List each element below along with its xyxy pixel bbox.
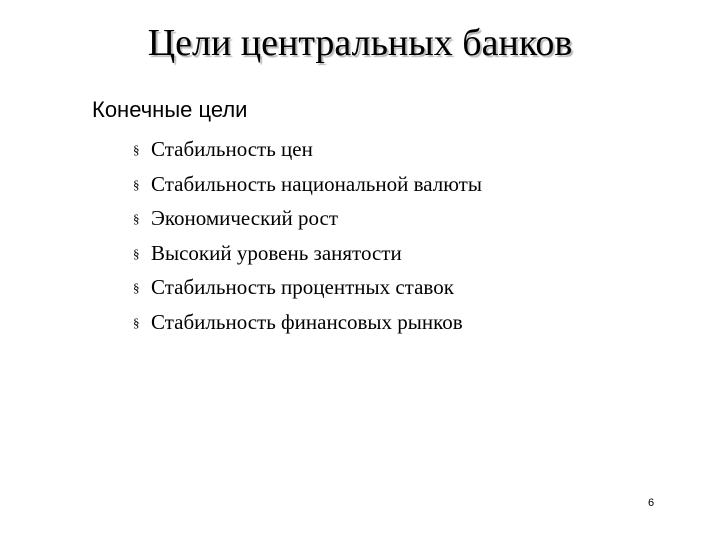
slide-title: Цели центральных банков	[147, 22, 573, 64]
goals-list	[133, 136, 482, 344]
bullet-icon: §	[133, 176, 140, 192]
list-item	[133, 240, 482, 275]
list-item-label: Высокий уровень занятости	[151, 240, 402, 265]
list-item	[133, 274, 482, 309]
bullet-icon: §	[133, 245, 140, 261]
list-item-label: Стабильность цен	[151, 137, 313, 161]
slide-number: 6	[648, 497, 655, 509]
list-item-label: Стабильность процентных ставок	[151, 275, 454, 300]
bullet-icon: §	[133, 314, 140, 330]
list-item-label: Экономический рост	[151, 206, 339, 231]
list-item	[133, 309, 482, 344]
bullet-icon: §	[133, 142, 140, 157]
section-heading: Конечные цели	[92, 97, 248, 122]
bullet-icon: §	[133, 211, 140, 227]
list-item	[133, 171, 482, 206]
bullet-icon: §	[133, 280, 140, 296]
list-item	[133, 136, 482, 171]
list-item-label: Стабильность финансовых рынков	[151, 309, 463, 334]
list-item	[133, 205, 482, 240]
list-item-label: Стабильность национальной валюты	[151, 171, 482, 196]
